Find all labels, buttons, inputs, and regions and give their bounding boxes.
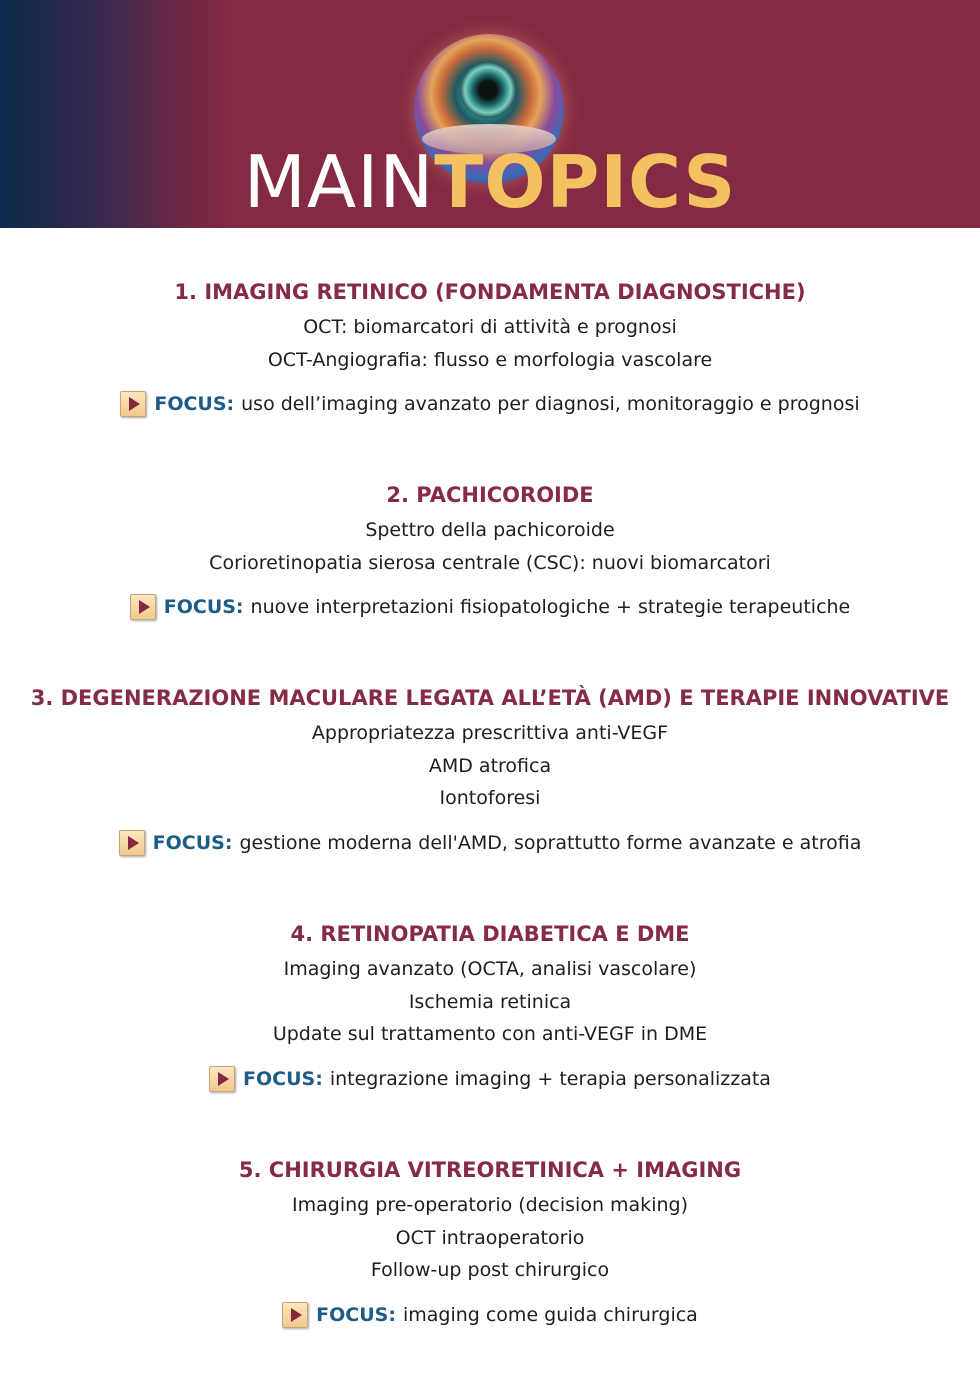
section-item: OCT: biomarcatori di attività e prognosi (303, 316, 677, 338)
title-main: MAIN (243, 140, 435, 224)
section-item: Appropriatezza prescrittiva anti-VEGF (311, 722, 669, 744)
section-item: OCT intraoperatorio (395, 1226, 585, 1249)
focus-line (0, 592, 980, 622)
eye-iris-icon (460, 62, 516, 118)
title-topics: TOPICS (434, 140, 737, 224)
focus-line (0, 828, 980, 858)
topic-section-2 (0, 480, 980, 622)
section-item: Imaging avanzato (OCTA, analisi vascolare) (283, 958, 697, 980)
focus-line (0, 1300, 980, 1330)
section-item: Spettro della pachicoroide (365, 519, 615, 541)
focus-label: FOCUS: (243, 1067, 323, 1090)
section-item: Update sul trattamento con anti-VEGF in DME (272, 1023, 708, 1045)
focus-text: uso dell’imaging avanzato per diagnosi, monitoraggio e prognosi (241, 393, 860, 415)
section-heading: 2. PACHICOROIDE (386, 483, 594, 507)
focus-label: FOCUS: (154, 393, 235, 415)
section-heading: 1. IMAGING RETINICO (FONDAMENTA DIAGNOSTICHE) (174, 280, 806, 304)
section-item: AMD atrofica (428, 754, 552, 777)
section-item: Corioretinopatia sierosa centrale (CSC): nuovi biomarcatori (209, 551, 771, 574)
topic-section-4 (0, 919, 980, 1094)
focus-line (0, 1064, 980, 1094)
section-item: Follow-up post chirurgico (370, 1259, 610, 1281)
play-icon (119, 830, 145, 856)
header-banner (0, 0, 980, 228)
focus-label: FOCUS: (163, 596, 244, 618)
section-heading: 4. RETINOPATIA DIABETICA E DME (290, 922, 690, 946)
section-item: Iontoforesi (439, 787, 541, 809)
focus-text: nuove interpretazioni fisiopatologiche + strategie terapeutiche (250, 596, 851, 618)
play-icon (130, 594, 156, 620)
focus-text: gestione moderna dell'AMD, soprattutto forme avanzate e atrofia (239, 831, 862, 854)
topic-section-3 (0, 683, 980, 858)
topic-section-5 (0, 1155, 980, 1330)
section-heading: 5. CHIRURGIA VITREORETINICA + IMAGING (238, 1158, 742, 1182)
focus-line (0, 389, 980, 419)
page-title (0, 142, 980, 222)
topic-section-1 (0, 277, 980, 419)
focus-label: FOCUS: (152, 831, 233, 854)
play-icon (282, 1302, 308, 1328)
play-icon (209, 1066, 235, 1092)
section-item: Ischemia retinica (408, 990, 572, 1013)
focus-label: FOCUS: (316, 1303, 396, 1326)
focus-text: integrazione imaging + terapia personalizzata (329, 1067, 771, 1090)
play-icon (120, 391, 146, 417)
section-item: Imaging pre-operatorio (decision making) (292, 1194, 688, 1216)
section-item: OCT-Angiografia: flusso e morfologia vascolare (267, 348, 713, 371)
focus-text: imaging come guida chirurgica (402, 1303, 698, 1326)
section-heading: 3. DEGENERAZIONE MACULARE LEGATA ALL’ETÀ (AMD) E TERAPIE INNOVATIVE (30, 686, 950, 710)
